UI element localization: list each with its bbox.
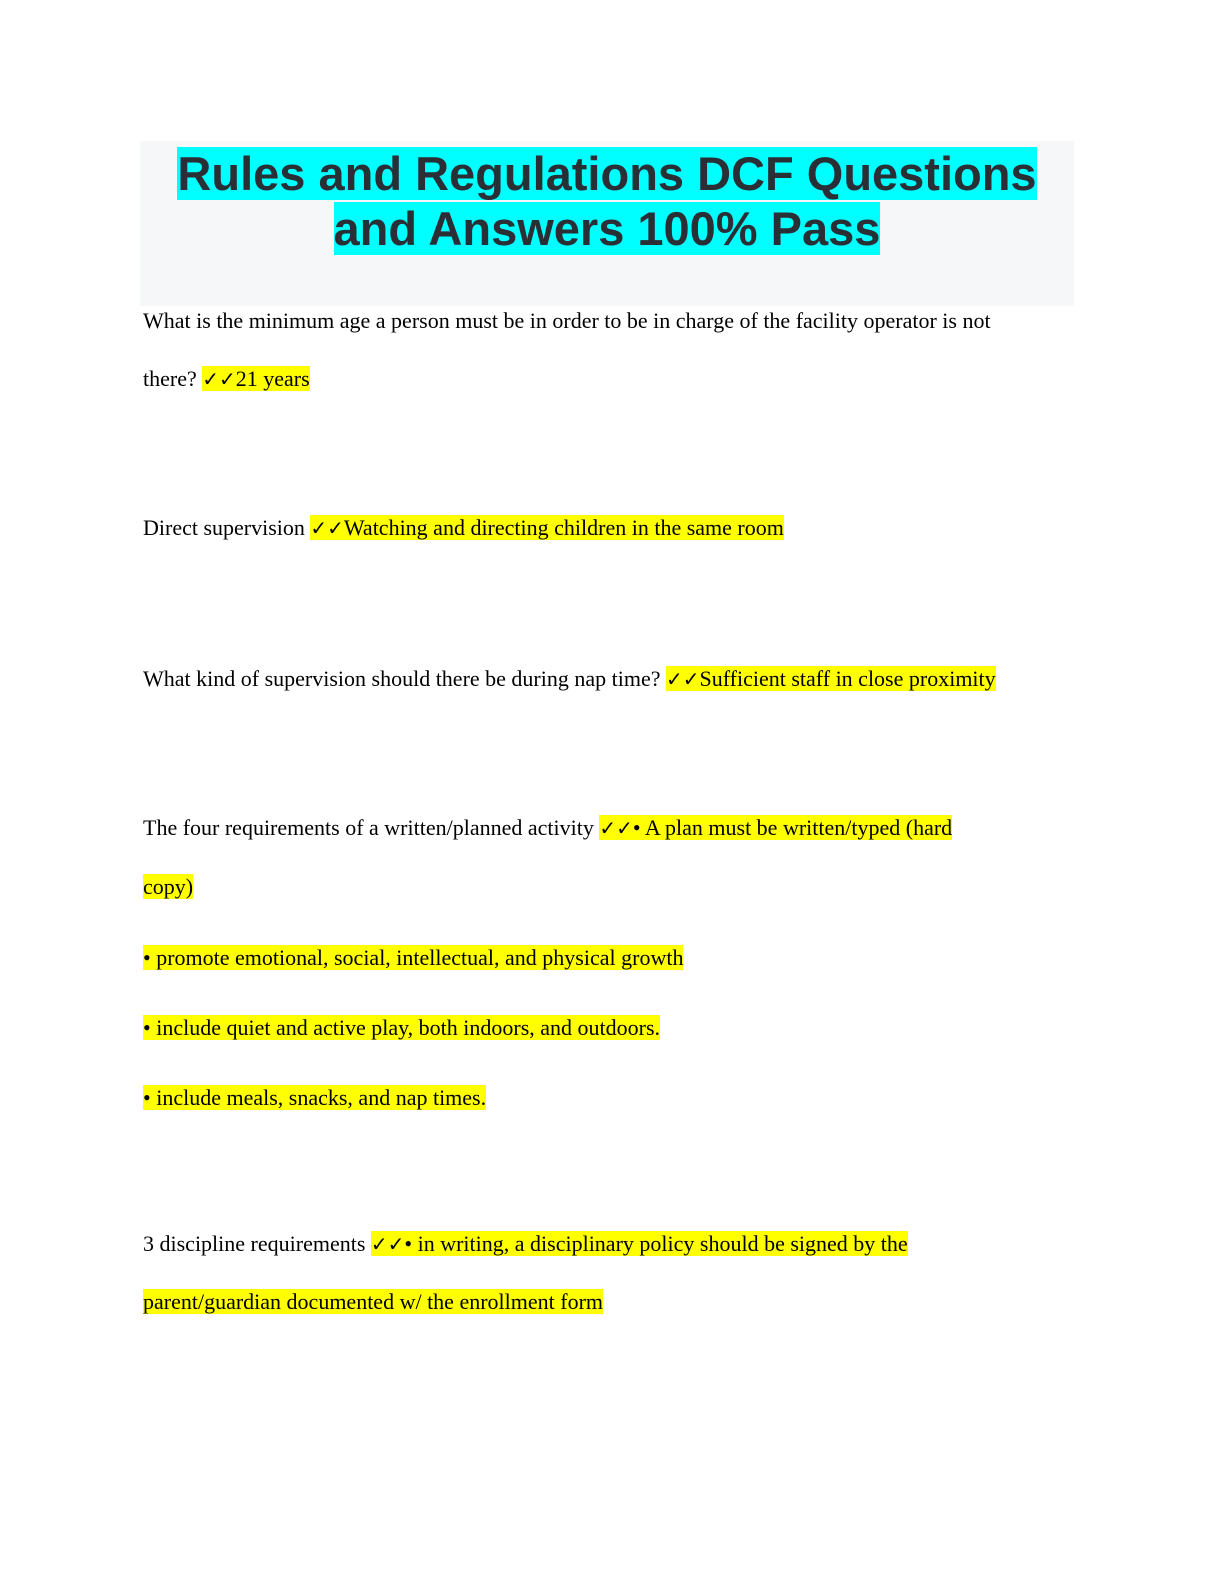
answer-text: • in writing, a disciplinary policy should be signed by the bbox=[404, 1231, 908, 1256]
title-line-2: and Answers 100% Pass bbox=[333, 202, 881, 255]
document-title bbox=[140, 146, 1074, 256]
title-line-1: Rules and Regulations DCF Questions bbox=[177, 147, 1037, 200]
qa-item-nap-time-supervision bbox=[143, 650, 1078, 708]
check-mark-icon: ✓✓ bbox=[202, 367, 236, 391]
answer-text: copy) bbox=[143, 874, 194, 899]
qa-item-planned-activity bbox=[143, 799, 1078, 857]
question-text: The four requirements of a written/planned activity bbox=[143, 815, 600, 840]
qa-item-planned-activity-continued bbox=[143, 858, 1078, 916]
list-item bbox=[143, 1069, 1078, 1127]
qa-item-discipline-continued bbox=[143, 1273, 1078, 1331]
list-item bbox=[143, 999, 1078, 1057]
check-mark-icon: ✓✓ bbox=[599, 816, 633, 840]
answer-highlight bbox=[371, 1231, 908, 1256]
check-mark-icon: ✓✓ bbox=[666, 667, 700, 691]
qa-item-min-age-question bbox=[143, 292, 1078, 350]
qa-item-discipline-requirements bbox=[143, 1215, 1078, 1273]
bullet-text: • promote emotional, social, intellectual, and physical growth bbox=[143, 945, 684, 970]
qa-item-min-age-answer-line bbox=[143, 350, 1078, 408]
list-item bbox=[143, 929, 1078, 987]
question-text: What is the minimum age a person must be in order to be in charge of the facility operator is not bbox=[143, 308, 991, 333]
answer-highlight bbox=[666, 666, 996, 691]
question-text: 3 discipline requirements bbox=[143, 1231, 371, 1256]
answer-text: parent/guardian documented w/ the enrollment form bbox=[143, 1289, 604, 1314]
answer-text: • A plan must be written/typed (hard bbox=[632, 815, 953, 840]
answer-text: Watching and directing children in the same room bbox=[343, 515, 784, 540]
bullet-text: • include quiet and active play, both indoors, and outdoors. bbox=[143, 1015, 661, 1040]
answer-text: Sufficient staff in close proximity bbox=[699, 666, 996, 691]
bullet-text: • include meals, snacks, and nap times. bbox=[143, 1085, 487, 1110]
check-mark-icon: ✓✓ bbox=[310, 516, 344, 540]
qa-item-direct-supervision bbox=[143, 499, 1078, 557]
check-mark-icon: ✓✓ bbox=[370, 1232, 405, 1256]
answer-highlight bbox=[202, 366, 309, 391]
answer-highlight bbox=[310, 515, 783, 540]
answer-text: 21 years bbox=[235, 366, 310, 391]
question-text: What kind of supervision should there be during nap time? bbox=[143, 666, 666, 691]
question-text: there? bbox=[143, 366, 203, 391]
answer-highlight bbox=[599, 815, 952, 840]
document-title-box bbox=[140, 141, 1074, 306]
question-text: Direct supervision bbox=[143, 515, 311, 540]
